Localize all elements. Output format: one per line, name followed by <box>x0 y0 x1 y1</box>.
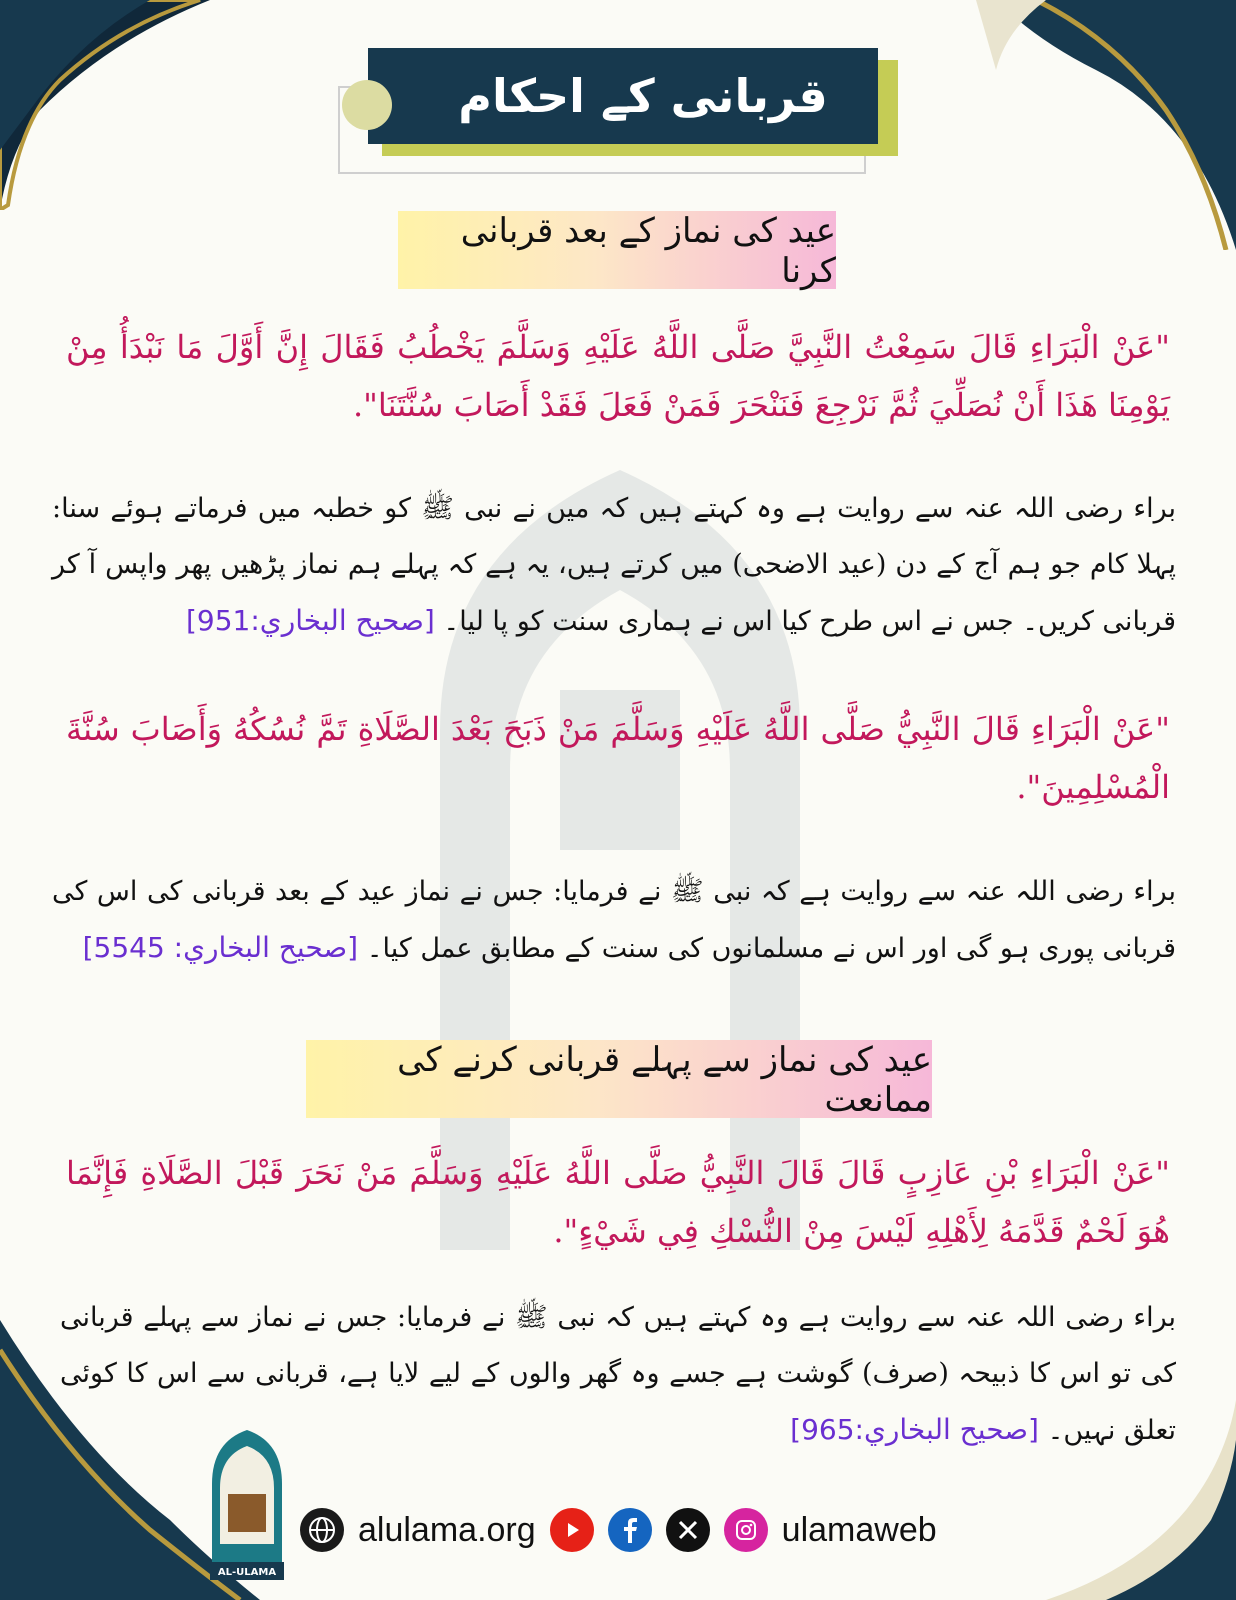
hadith-arabic-text: "عَنْ الْبَرَاءِ قَالَ سَمِعْتُ النَّبِيَّ صَلَّى اللَّهُ عَلَيْهِ وَسَلَّمَ يَخْطُبُ فَقَالَ إِنَّ أَوَّلَ مَا نَبْدَأُ مِنْ يَوْمِنَا هَذَا أَنْ نُصَلِّيَ ثُمَّ نَرْجِعَ فَنَنْحَرَ فَمَنْ فَعَلَ فَقَدْ أَصَابَ سُنَّتَنَا". <box>66 328 1170 424</box>
logo-caption: AL-ULAMA <box>217 1567 277 1578</box>
globe-icon[interactable] <box>300 1508 344 1552</box>
hadith-reference: [صحيح البخاري:965] <box>790 1413 1039 1446</box>
al-ulama-logo <box>206 1424 288 1580</box>
hadith-translation <box>52 864 1176 977</box>
youtube-icon[interactable] <box>550 1508 594 1552</box>
section-heading: عید کی نماز سے پہلے قربانی کرنے کی ممانعت <box>306 1040 932 1118</box>
hadith-arabic <box>66 1144 1170 1260</box>
hadith-arabic-text: "عَنْ الْبَرَاءِ قَالَ النَّبِيُّ صَلَّى اللَّهُ عَلَيْهِ وَسَلَّمَ مَنْ ذَبَحَ بَعْدَ الصَّلَاةِ تَمَّ نُسُكُهُ وَأَصَابَ سُنَّةَ الْمُسْلِمِينَ". <box>66 710 1170 806</box>
hadith-arabic <box>66 318 1170 434</box>
title-box <box>368 48 878 144</box>
instagram-icon[interactable] <box>724 1508 768 1552</box>
section-heading: عید کی نماز کے بعد قربانی کرنا <box>398 211 836 289</box>
corner-ornament-top-left <box>0 0 210 210</box>
facebook-icon[interactable] <box>608 1508 652 1552</box>
website-link[interactable]: alulama.org <box>358 1510 536 1549</box>
title-dot <box>342 80 392 130</box>
hadith-translation-text <box>52 481 1176 650</box>
translation-text: براء رضی اللہ عنہ سے روایت ہے وہ کہتے ہیں کہ میں نے نبی ﷺ کو خطبہ میں فرماتے ہوئے سنا: پہلا کام جو ہم آج کے دن (عید الاضحی) میں کرتے ہیں، یہ ہے کہ پہلے ہم نماز پڑھیں پھر واپس آ کر قربانی کریں۔ جس نے اس طرح کیا اس نے ہماری سنت کو پا لیا۔ <box>52 493 1176 637</box>
hadith-translation <box>52 481 1176 650</box>
footer-bar <box>300 1502 937 1558</box>
page-title: قربانی کے احکام <box>458 69 828 123</box>
title-banner <box>338 48 898 168</box>
hadith-arabic-text: "عَنْ الْبَرَاءِ بْنِ عَازِبٍ قَالَ قَالَ النَّبِيُّ صَلَّى اللَّهُ عَلَيْهِ وَسَلَّمَ مَنْ نَحَرَ قَبْلَ الصَّلَاةِ فَإِنَّمَا هُوَ لَحْمٌ قَدَّمَهُ لِأَهْلِهِ لَيْسَ مِنْ النُّسْكِ فِي شَيْءٍ". <box>66 1154 1171 1250</box>
social-handle[interactable]: ulamaweb <box>781 1510 937 1549</box>
hadith-reference: [صحيح البخاري: 5545] <box>82 931 359 964</box>
translation-text: براء رضی اللہ عنہ سے روایت ہے کہ نبی ﷺ نے فرمایا: جس نے نماز عید کے بعد قربانی کی اس کی قربانی پوری ہو گی اور اس نے مسلمانوں کی سنت کے مطابق عمل کیا۔ <box>52 876 1176 964</box>
x-icon[interactable] <box>666 1508 710 1552</box>
translation-text: براء رضی اللہ عنہ سے روایت ہے وہ کہتے ہیں کہ نبی ﷺ نے فرمایا: جس نے نماز سے پہلے قربانی کی تو اس کا ذبیحہ (صرف) گوشت ہے جسے وہ گھر والوں کے لیے لایا ہے، قربانی سے اس کا کوئی تعلق نہیں۔ <box>60 1302 1176 1446</box>
hadith-arabic <box>66 700 1170 816</box>
hadith-translation-text <box>52 864 1176 977</box>
corner-ornament-top-right <box>976 0 1236 250</box>
hadith-reference: [صحيح البخاري:951] <box>185 604 435 637</box>
